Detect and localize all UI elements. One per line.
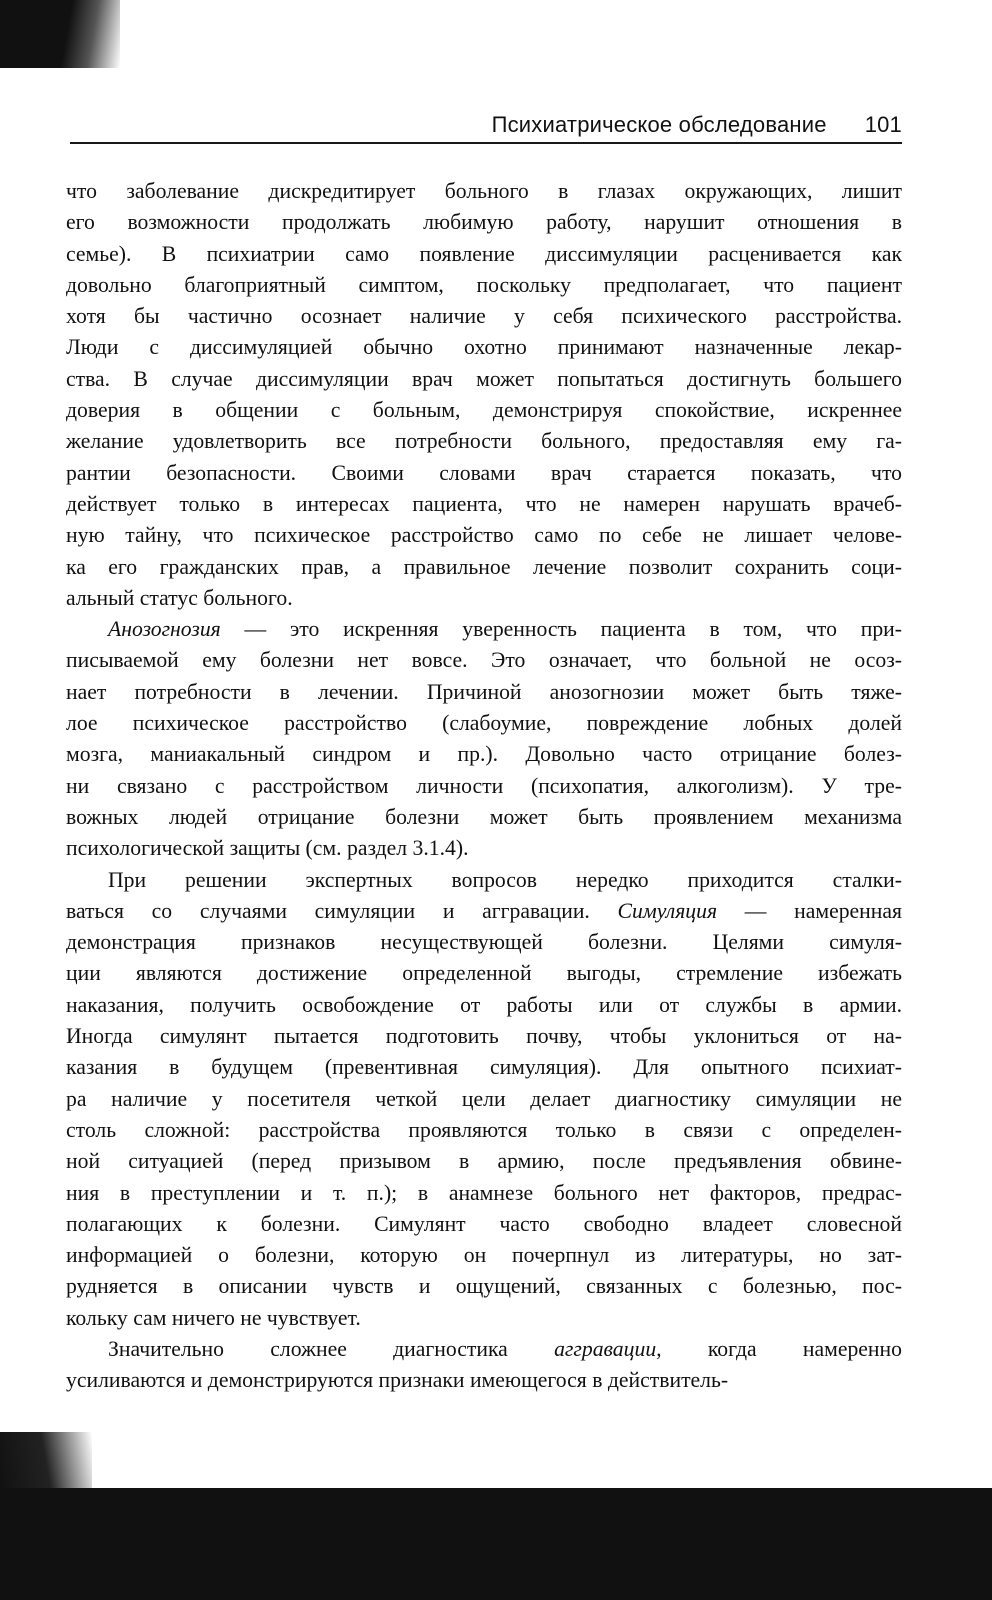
text-line: [66, 1334, 902, 1365]
paragraph: [66, 614, 902, 864]
text-line: [66, 395, 902, 426]
text-line: [66, 1365, 902, 1396]
text-line: [66, 1271, 902, 1302]
text-segment: доверия в общении с больным, демонстрируя спокойствие, искреннее: [66, 398, 902, 423]
text-segment: — это искренняя уверенность пациента в том, что при-: [220, 617, 902, 642]
scan-artifact-top-left: [0, 0, 120, 68]
paragraph: [66, 865, 902, 1334]
text-line: [66, 583, 902, 614]
text-line: [66, 1146, 902, 1177]
text-line: [66, 958, 902, 989]
text-segment: желание удовлетворить все потребности больного, предоставляя ему га-: [66, 429, 902, 454]
text-segment: полагающих к болезни. Симулянт часто свободно владеет словесной: [66, 1211, 902, 1236]
text-segment: альный статус больного.: [66, 585, 293, 610]
text-segment: Люди с диссимуляцией обычно охотно принимают назначенные лекар-: [66, 335, 902, 360]
text-segment: что заболевание дискредитирует больного в глазах окружающих, лишит: [66, 179, 902, 203]
text-segment: При решении экспертных вопросов нередко приходится сталки-: [108, 867, 902, 892]
scan-artifact-bottom-left: [0, 1432, 92, 1494]
text-segment: столь сложной: расстройства проявляются только в связи с определен-: [66, 1117, 902, 1142]
text-segment: ни связано с расстройством личности (психопатия, алкоголизм). У тре-: [66, 773, 902, 798]
text-line: [66, 833, 902, 864]
text-segment: Иногда симулянт пытается подготовить почву, чтобы уклониться от на-: [66, 1024, 902, 1049]
text-segment: довольно благоприятный симптом, поскольку предполагает, что пациент: [66, 272, 902, 297]
text-segment: ваться со случаями симуляции и аггравации.: [66, 898, 618, 923]
text-line: [66, 1178, 902, 1209]
text-line: [66, 1240, 902, 1271]
text-line: [66, 1052, 902, 1083]
text-segment: психологической защиты (см. раздел 3.1.4).: [66, 836, 469, 861]
text-segment: его возможности продолжать любимую работу, нарушит отношения в: [66, 210, 902, 235]
text-line: [66, 645, 902, 676]
text-line: [66, 239, 902, 270]
text-line: [66, 552, 902, 583]
text-segment: информацией о болезни, которую он почерпнул из литературы, но зат-: [66, 1243, 902, 1268]
text-line: [66, 865, 902, 896]
text-line: [66, 677, 902, 708]
body-text: [66, 176, 902, 1397]
text-segment: лое психическое расстройство (слабоумие, повреждение лобных долей: [66, 711, 902, 736]
text-segment: ка его гражданских прав, а правильное лечение позволит сохранить соци-: [66, 554, 902, 579]
text-segment: когда намеренно: [661, 1336, 902, 1361]
text-line: [66, 426, 902, 457]
text-segment: Значительно сложнее диагностика: [108, 1336, 555, 1361]
text-line: [66, 176, 902, 207]
text-segment: кольку сам ничего не чувствует.: [66, 1305, 361, 1330]
text-line: [66, 1115, 902, 1146]
text-line: [66, 1084, 902, 1115]
header-rule: [70, 142, 902, 144]
text-segment: ную тайну, что психическое расстройство само по себе не лишает челове-: [66, 523, 902, 548]
text-line: [66, 270, 902, 301]
text-segment: ной ситуацией (перед призывом в армию, после предъявления обвине-: [66, 1149, 902, 1174]
text-segment: рантии безопасности. Своими словами врач старается показать, что: [66, 460, 902, 485]
text-line: [66, 489, 902, 520]
text-segment: писываемой ему болезни нет вовсе. Это означает, что больной не осоз-: [66, 648, 902, 673]
text-line: [66, 990, 902, 1021]
text-segment: мозга, маниакальный синдром и пр.). Довольно часто отрицание болез-: [66, 742, 902, 767]
text-segment: хотя бы частично осознает наличие у себя психического расстройства.: [66, 304, 902, 329]
text-line: [66, 896, 902, 927]
text-segment: ции являются достижение определенной выгоды, стремление избежать: [66, 961, 902, 986]
text-line: [66, 520, 902, 551]
text-segment: наказания, получить освобождение от работы или от службы в армии.: [66, 992, 902, 1017]
text-line: [66, 1303, 902, 1334]
text-line: [66, 1021, 902, 1052]
text-line: [66, 458, 902, 489]
text-segment: нает потребности в лечении. Причиной анозогнозии может быть тяже-: [66, 679, 902, 704]
text-segment: действует только в интересах пациента, что не намерен нарушать врачеб-: [66, 491, 902, 516]
italic-term: Анозогнозия: [108, 617, 221, 642]
text-line: [66, 614, 902, 645]
text-line: [66, 207, 902, 238]
text-line: [66, 927, 902, 958]
text-segment: ния в преступлении и т. п.); в анамнезе больного нет факторов, предрас-: [66, 1180, 902, 1205]
text-line: [66, 739, 902, 770]
italic-term: Симуляция: [617, 898, 718, 923]
text-line: [66, 364, 902, 395]
running-header-title: Психиатрическое обследование: [491, 112, 827, 137]
italic-term: аггравации,: [554, 1336, 662, 1361]
text-line: [66, 1209, 902, 1240]
text-line: [66, 332, 902, 363]
text-segment: вожных людей отрицание болезни может быть проявлением механизма: [66, 804, 902, 829]
text-segment: казания в будущем (превентивная симуляция). Для опытного психиат-: [66, 1055, 902, 1080]
text-segment: ства. В случае диссимуляции врач может попытаться достигнуть большего: [66, 366, 902, 391]
text-segment: рудняется в описании чувств и ощущений, связанных с болезнью, пос-: [66, 1274, 902, 1299]
text-line: [66, 301, 902, 332]
text-segment: усиливаются и демонстрируются признаки имеющегося в действитель-: [66, 1368, 729, 1393]
text-line: [66, 771, 902, 802]
text-segment: демонстрация признаков несуществующей болезни. Целями симуля-: [66, 930, 902, 955]
text-segment: ра наличие у посетителя четкой цели делает диагностику симуляции не: [66, 1086, 902, 1111]
paragraph: [66, 176, 902, 614]
running-header: [80, 112, 902, 138]
text-segment: — намеренная: [717, 898, 902, 923]
text-line: [66, 708, 902, 739]
page-number: 101: [864, 112, 902, 137]
scan-artifact-bottom-edge: [0, 1488, 992, 1600]
text-line: [66, 802, 902, 833]
paragraph: [66, 1334, 902, 1397]
text-segment: семье). В психиатрии само появление диссимуляции расценивается как: [66, 241, 902, 266]
